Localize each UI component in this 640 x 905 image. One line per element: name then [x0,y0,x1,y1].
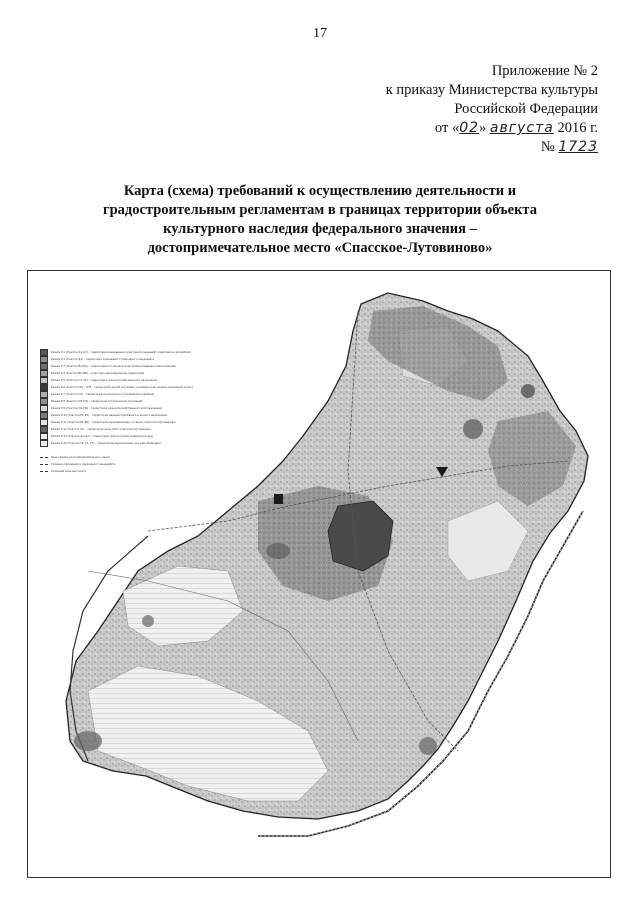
legend-label: Режим Р.11 (Участки Е4–Е6) – территория музеефикации и отдыха «Спасское-Лутовиново» [51,420,177,424]
map-legend [40,349,240,475]
legend-item [40,391,240,397]
legend-line-sample [40,464,48,465]
legend-item [40,419,240,425]
legend-line-sample [40,471,48,472]
page-number: 17 [313,26,327,41]
dark-patch [266,543,290,559]
legend-label: Режим Р.12 (Участок F1) – территория зоны ООО «Спасское-Лутовиново» [51,427,152,431]
legend-item [40,426,240,432]
legend-item [40,412,240,418]
legend-swatch [40,370,48,377]
dark-patch [142,615,154,627]
date-year: 2016 г. [557,120,598,136]
appendix-header [386,62,598,157]
legend-swatch [40,440,48,447]
date-day: 02 [459,120,480,136]
dark-patch [521,384,535,398]
legend-swatch [40,398,48,405]
dark-patch [74,731,102,751]
legend-line-label: Условный знак местности [51,469,87,473]
dark-patch [419,737,437,755]
order-number: 1723 [558,139,598,155]
legend-label: Режим Р.2 (Участок В1) – территория охраняемого природного ландшафта [51,357,155,361]
document-title [60,182,580,258]
legend-line-sample [40,457,48,458]
title-line-4: достопримечательное место «Спасское-Лутовиново» [147,240,493,256]
date-mid: » [479,120,487,136]
legend-label: Режим Р.9 (Участки D4–D6) – территория сельскохозяйственного использования [51,406,162,410]
appendix-date-line [386,119,598,138]
legend-label: Режим Р.4 (Участки В5–В8) – культурно-рекреационная территория [51,371,144,375]
date-month: августа [489,120,554,136]
legend-label: Режим Р.5 (Участки С1–С5) – территория сельскохозяйственного назначения [51,378,158,382]
dark-patch [463,419,483,439]
legend-label: Режим Р.10 (Участки Е1–Е3) – территория административного и жилого назначения [51,413,167,417]
legend-label: Режим Р.14 (Участки Т1, Т2, Т3) – территория водоохранных зон реки Варнавки [51,441,161,445]
legend-item [40,356,240,362]
legend-swatch [40,377,48,384]
estate-marker [274,494,283,504]
appendix-line-1: Приложение № 2 [491,63,598,79]
legend-item [40,370,240,376]
legend-item [40,349,240,355]
legend-swatch [40,412,48,419]
appendix-line-2: к приказу Министерства культуры [385,82,598,98]
legend-label: Режим Р.8 (Участок D2–D3) – территория исторических поселений [51,399,143,403]
legend-swatch [40,356,48,363]
legend-item [40,363,240,369]
title-line-3: культурного наследия федерального значения – [163,221,477,237]
legend-item [40,377,240,383]
legend-line-label: Граница охраняемого природного ландшафта [51,462,116,466]
legend-label: Режим Р.7 (Участок D1) – территория исторического поселения (подобная) [51,392,155,396]
legend-swatch [40,363,48,370]
legend-label: Режим Р.3 (Участки В2–В4) – территория исторической застройки (бывшее совхоз-имение) [51,364,177,368]
legend-line-item [40,454,240,460]
legend-label: Режим Р.6 (Участок С6) – СНТ – территория жилой застройки и элементы ее (режим наложения кулис) [51,385,193,389]
date-prefix: от « [434,120,460,136]
legend-item [40,405,240,411]
legend-label: Режим Р.13 (Участки G1–G3) – территория транспортной инфраструктуры [51,434,154,438]
legend-item [40,384,240,390]
legend-swatch [40,349,48,356]
title-line-1: Карта (схема) требований к осуществлению деятельности и [123,183,517,199]
legend-label: Режим Р.1 (Участки А1–А3) – территория размещения культурной ландшафт памятника и ансамблей [51,350,191,354]
map-frame [27,270,611,878]
legend-swatch [40,426,48,433]
legend-swatch [40,405,48,412]
legend-line-item [40,461,240,467]
legend-line-label: Зона границ достопримечательного места [51,455,110,459]
legend-item [40,398,240,404]
title-line-2: градостроительным регламентам в границах территории объекта [103,202,537,218]
legend-line-item [40,468,240,474]
legend-swatch [40,384,48,391]
legend-swatch [40,419,48,426]
legend-item [40,433,240,439]
legend-swatch [40,433,48,440]
appendix-line-3: Российской Федерации [454,101,598,117]
number-prefix: № [540,139,555,155]
legend-item [40,440,240,446]
appendix-number-line [386,138,598,157]
legend-swatch [40,391,48,398]
